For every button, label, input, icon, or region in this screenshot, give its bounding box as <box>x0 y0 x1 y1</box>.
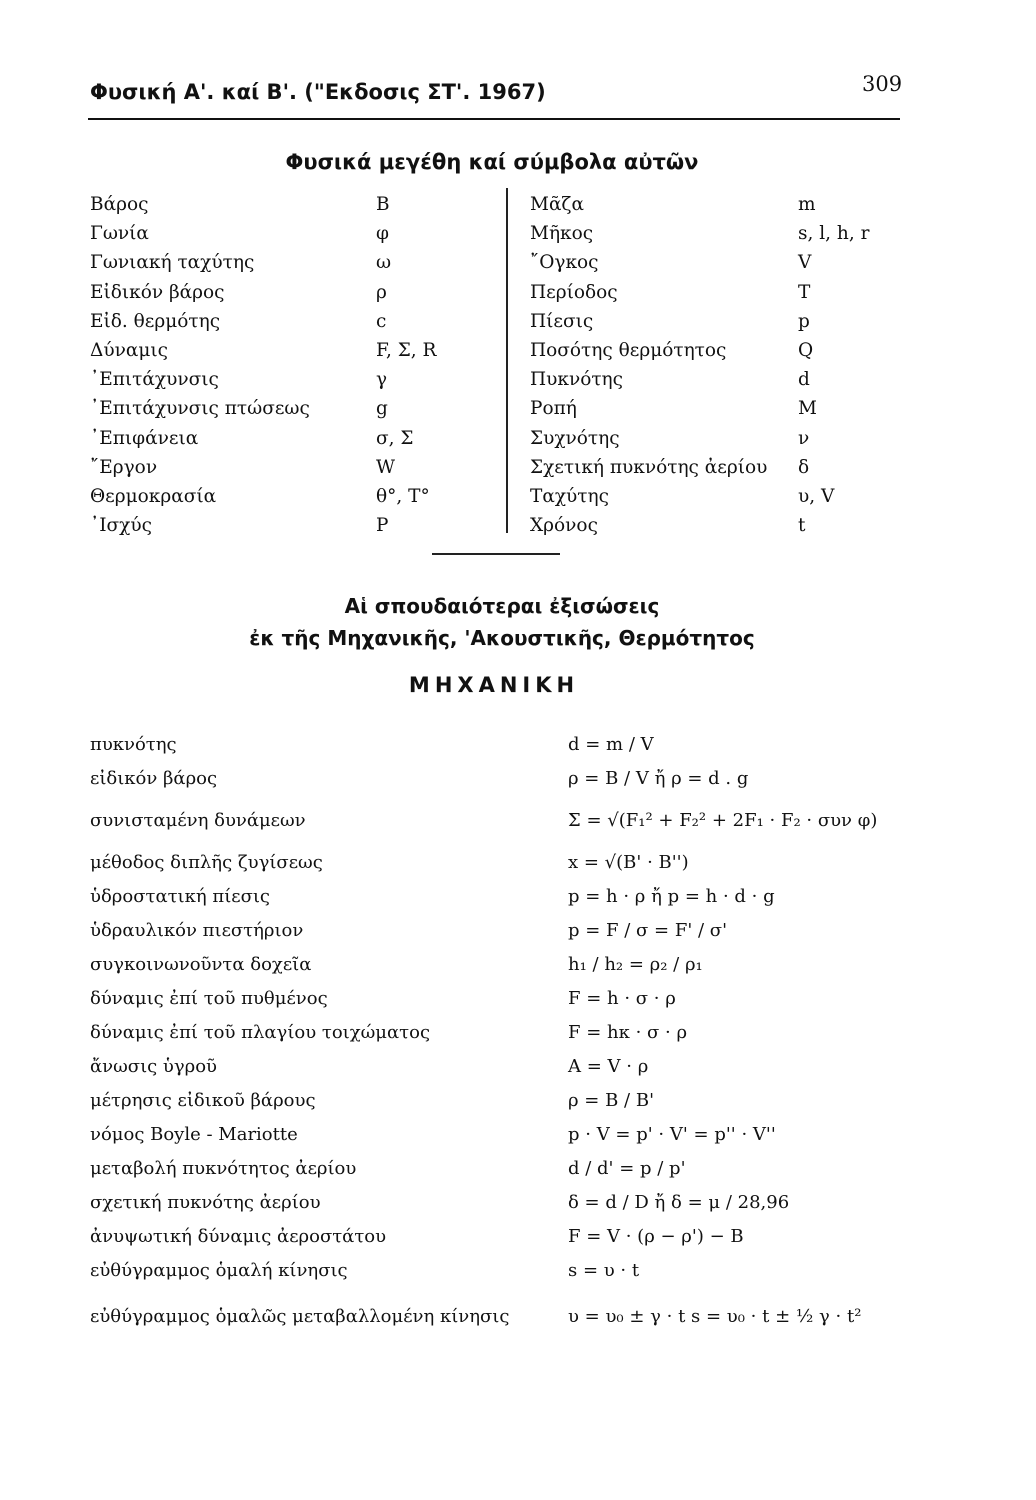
quantity-name: ῎Εργον <box>90 456 158 478</box>
equation-name: ὑδροστατική πίεσις <box>90 886 271 907</box>
quantity-symbol: ρ <box>376 281 387 303</box>
equation-name: ἄνωσις ὑγροῦ <box>90 1056 217 1077</box>
quantity-symbol: W <box>376 456 396 478</box>
quantity-name: ᾿Επιτάχυνσις πτώσεως <box>90 398 310 420</box>
quantity-symbol: p <box>798 310 810 332</box>
equations-title: Αἱ σπουδαιότεραι ἐξισώσεις <box>344 594 660 618</box>
quantity-symbol: φ <box>376 223 389 245</box>
equation-name: εὐθύγραμμος ὁμαλῶς μεταβαλλομένη κίνησις <box>90 1306 510 1327</box>
equation-formula: p = h · ρ ἤ p = h · d · g <box>568 886 775 907</box>
quantity-name: ᾿Επιτάχυνσις <box>90 369 219 391</box>
equation-formula: ρ = B / V ἤ ρ = d . g <box>568 768 749 789</box>
equations-subtitle: ἐκ τῆς Μηχανικῆς, 'Ακουστικῆς, Θερμότητος <box>249 626 755 650</box>
equation-name: δύναμις ἐπί τοῦ πυθμένος <box>90 988 328 1009</box>
quantity-name: Μῆκος <box>530 223 594 245</box>
equation-row <box>90 1186 930 1220</box>
quantity-symbol: P <box>376 515 389 537</box>
equation-name: ἀνυψωτική δύναμις ἀεροστάτου <box>90 1226 387 1247</box>
equation-row <box>90 1118 930 1152</box>
left-quantity-symbols <box>376 190 437 540</box>
quantity-symbol: δ <box>798 456 810 478</box>
right-quantity-names <box>530 190 767 540</box>
column-divider <box>506 188 508 533</box>
equation-row <box>90 1016 930 1050</box>
quantity-symbol: c <box>376 310 387 332</box>
quantity-name: Πίεσις <box>530 310 594 332</box>
equation-row <box>90 880 930 914</box>
equation-row <box>90 728 930 762</box>
quantity-name: Εἰδ. θερμότης <box>90 310 221 332</box>
quantity-symbol: θ°, T° <box>376 485 430 507</box>
quantity-name: Ροπή <box>530 398 577 420</box>
quantity-name: Περίοδος <box>530 281 618 303</box>
quantity-name: Συχνότης <box>530 427 620 449</box>
running-header-title: Φυσική Α'. καί Β'. ("Εκδοσις ΣΤ'. 1967) <box>90 80 546 104</box>
quantity-symbol: V <box>798 252 812 274</box>
equation-name: συγκοινωνοῦντα δοχεῖα <box>90 954 312 975</box>
equation-name: δύναμις ἐπί τοῦ πλαγίου τοιχώματος <box>90 1022 431 1043</box>
equation-row <box>90 762 930 796</box>
quantity-name: Μᾶζα <box>530 194 584 215</box>
quantity-symbol: d <box>798 369 810 391</box>
quantity-name: ῎Ογκος <box>530 252 599 274</box>
equation-row <box>90 1288 930 1346</box>
quantity-name: Σχετική πυκνότης ἀερίου <box>530 456 768 478</box>
equation-row <box>90 846 930 880</box>
equation-name: νόμος Boyle - Mariotte <box>90 1124 298 1145</box>
equation-name: εἰδικόν βάρος <box>90 768 218 789</box>
quantity-symbol: T <box>798 281 811 303</box>
equation-name: πυκνότης <box>90 734 177 755</box>
quantity-symbol: s, l, h, r <box>798 223 870 245</box>
quantity-symbol: υ, V <box>798 485 835 507</box>
equation-name: σχετική πυκνότης ἀερίου <box>90 1192 321 1213</box>
quantity-name: Γωνιακή ταχύτης <box>90 252 255 274</box>
equation-name: ὑδραυλικόν πιεστήριον <box>90 920 304 941</box>
quantity-symbol: g <box>376 398 388 420</box>
equation-formula: x = √(B' · B'') <box>568 852 689 873</box>
quantity-name: Γωνία <box>90 223 149 245</box>
equation-row <box>90 796 930 846</box>
equation-row <box>90 982 930 1016</box>
equation-formula: F = h · σ · ρ <box>568 988 676 1009</box>
equation-formula: s = υ · t <box>568 1260 640 1281</box>
equation-formula: A = V · ρ <box>568 1056 649 1077</box>
quantity-symbol: F, Σ, R <box>376 339 437 361</box>
quantity-name: ᾿Ισχύς <box>90 515 153 537</box>
equation-name: μεταβολή πυκνότητος ἀερίου <box>90 1158 357 1179</box>
quantity-name: Εἰδικόν βάρος <box>90 281 225 303</box>
equation-name: συνισταμένη δυνάμεων <box>90 810 306 831</box>
equation-formula: h₁ / h₂ = ρ₂ / ρ₁ <box>568 954 703 975</box>
equation-row <box>90 1084 930 1118</box>
equation-row <box>90 1254 930 1288</box>
quantity-symbol: γ <box>376 369 388 391</box>
equation-formula: Σ = √(F₁² + F₂² + 2F₁ · F₂ · συν φ) <box>568 810 878 831</box>
quantity-name: Πυκνότης <box>530 369 624 391</box>
equation-formula: δ = d / D ἤ δ = μ / 28,96 <box>568 1192 790 1213</box>
equation-name: μέτρησις εἰδικοῦ βάρους <box>90 1090 316 1111</box>
quantity-symbol: σ, Σ <box>376 427 414 449</box>
equation-row <box>90 948 930 982</box>
section-separator <box>432 553 560 555</box>
equation-row <box>90 1050 930 1084</box>
equation-row <box>90 1220 930 1254</box>
quantity-symbol: B <box>376 194 390 215</box>
mechanics-heading: ΜΗΧΑΝΙΚΗ <box>408 673 580 697</box>
quantity-symbol: ν <box>798 427 810 449</box>
equation-formula: p = F / σ = F' / σ' <box>568 920 728 941</box>
equation-formula: F = hκ · σ · ρ <box>568 1022 688 1043</box>
symbols-section-title: Φυσικά μεγέθη καί σύμβολα αὐτῶν <box>285 150 699 174</box>
quantity-name: ᾿Επιφάνεια <box>90 427 199 449</box>
equation-formula: F = V · (ρ − ρ') − B <box>568 1226 744 1247</box>
equation-formula: d = m / V <box>568 734 654 755</box>
equation-row <box>90 1152 930 1186</box>
quantity-name: Ποσότης θερμότητος <box>530 339 727 361</box>
quantity-symbol: M <box>798 398 817 420</box>
left-quantity-names <box>90 190 310 540</box>
page-number: 309 <box>862 72 903 96</box>
equation-formula: p · V = p' · V' = p'' · V'' <box>568 1124 776 1145</box>
quantity-name: Χρόνος <box>530 515 598 537</box>
equation-name: εὐθύγραμμος ὁμαλή κίνησις <box>90 1260 348 1281</box>
equation-formula: ρ = B / B' <box>568 1090 655 1111</box>
equation-formula: d / d' = p / p' <box>568 1158 686 1179</box>
quantity-symbol: ω <box>376 252 392 274</box>
right-quantity-symbols <box>798 190 869 540</box>
quantity-symbol: m <box>798 194 816 215</box>
equation-name: μέθοδος διπλῆς ζυγίσεως <box>90 852 323 873</box>
quantity-name: Θερμοκρασία <box>90 485 217 507</box>
header-rule <box>88 118 900 120</box>
quantity-name: Ταχύτης <box>530 485 609 507</box>
quantity-name: Βάρος <box>90 194 149 215</box>
equation-formula: υ = υ₀ ± γ · t s = υ₀ · t ± ½ γ · t² <box>568 1306 862 1327</box>
quantity-name: Δύναμις <box>90 339 168 361</box>
quantity-symbol: Q <box>798 339 814 361</box>
equation-row <box>90 914 930 948</box>
quantity-symbol: t <box>798 515 806 537</box>
equations-list <box>90 728 930 1346</box>
